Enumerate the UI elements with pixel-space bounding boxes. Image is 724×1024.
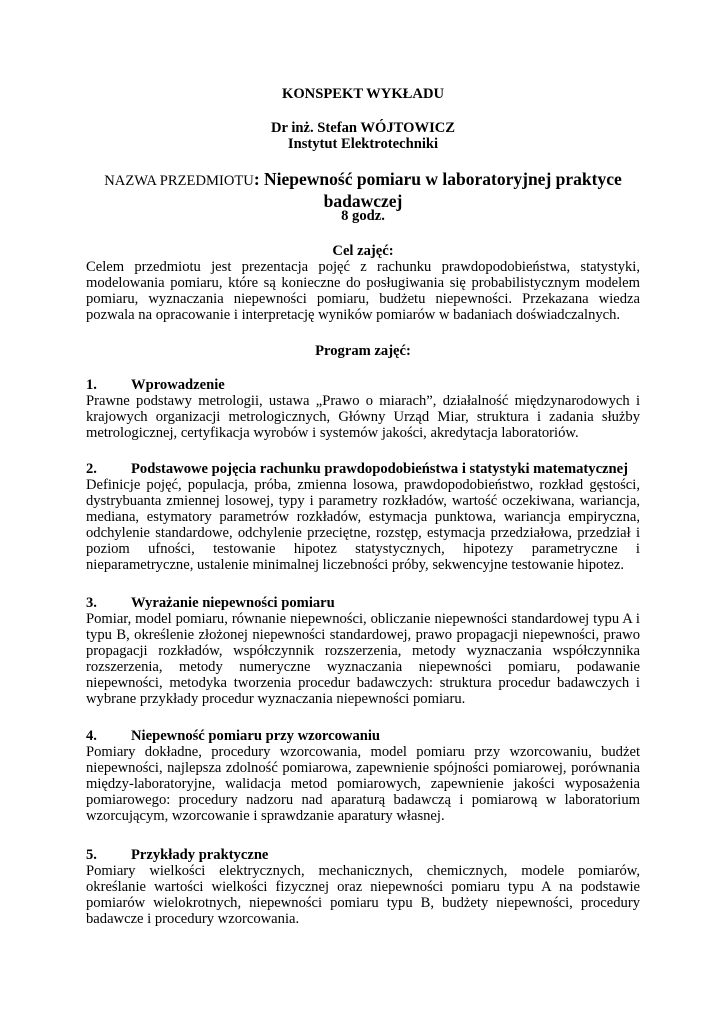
- section-heading: [86, 377, 640, 393]
- program-heading: Program zajęć:: [315, 343, 411, 359]
- section-title: Przykłady praktyczne: [131, 847, 269, 863]
- program-section-3: [86, 595, 640, 707]
- program-section-5: [86, 847, 640, 927]
- section-text: Pomiary dokładne, procedury wzorcowania, model pomiaru przy wzorcowaniu, budżet niepewności, najlepsza zdolność pomiarowa, zapewnienie spójności pomiarowej, porównania między-laboratoryjne, walidacja metod pomiarowych, zapewnienie jakości wyposażenia pomiarowego: procedury nadzoru nad aparaturą badawczą i pomiarową w laboratorium wzorcującym, wzorcowanie i sprawdzanie aparatury własnej.: [86, 744, 640, 824]
- author-block: [86, 120, 640, 152]
- section-heading: [86, 847, 640, 863]
- section-title: Wyrażanie niepewności pomiaru: [131, 595, 335, 611]
- section-text: Definicje pojęć, populacja, próba, zmienna losowa, prawdopodobieństwo, rozkład gęstości, dystrybuanta zmiennej losowej, typy i parametry rozkładów, wartość oczekiwana, wariancja, mediana, estymatory parametrów rozkładów, estymacja punktowa, wariancja empiryczna, odchylenie standardowe, odchylenie przeciętne, rozstęp, estymacja przedziałowa, przedział i poziom ufności, testowanie hipotez statystycznych, hipotezy parametryczne i nieparametryczne, ustalenie minimalnej liczebności próby, sekwencyjne testowanie hipotez.: [86, 477, 640, 573]
- subject-name-line-1: Niepewność pomiaru w laboratoryjnej praktyce: [264, 169, 622, 189]
- subject-label: NAZWA PRZEDMIOTU: [104, 173, 254, 189]
- section-title: Niepewność pomiaru przy wzorcowaniu: [131, 728, 381, 744]
- section-number: 2.: [86, 461, 97, 477]
- program-section-2: [86, 461, 640, 573]
- course-hours: 8 godz.: [341, 208, 385, 224]
- section-title: Podstawowe pojęcia rachunku prawdopodobieństwa i statystyki matematycznej: [131, 461, 628, 477]
- section-text: Pomiar, model pomiaru, równanie niepewności, obliczanie niepewności standardowej typu A i typu B, określenie złożonej niepewności standardowej, prawo propagacji niepewności, prawo propagacji rozkładów, współczynnik rozszerzenia, metody wyznaczania współczynnika rozszerzenia, metody numeryczne wyznaczania niepewności pomiaru, podawanie niepewności, metodyka tworzenia procedur badawczych: struktura procedur badawczych i wybrane przykłady procedur wyznaczania niepewności pomiaru.: [86, 611, 640, 707]
- section-heading: [86, 461, 640, 477]
- section-text: Prawne podstawy metrologii, ustawa „Prawo o miarach”, działalność międzynarodowych i krajowych organizacji metrologicznych, Główny Urząd Miar, struktura i zadania służby metrologicznej, certyfikacja wyrobów i systemów jakości, akredytacja laboratoriów.: [86, 393, 640, 441]
- institute-name: Instytut Elektrotechniki: [287, 136, 439, 152]
- document-title: KONSPEKT WYKŁADU: [281, 86, 445, 102]
- subject-name-line-2: badawczej: [323, 191, 403, 211]
- subject-line-1: NAZWA PRZEDMIOTU: Niepewność pomiaru w laboratoryjnej praktyce: [104, 169, 622, 189]
- subject-block: [86, 169, 640, 211]
- goal-text: Celem przedmiotu jest prezentacja pojęć z rachunku prawdopodobieństwa, statystyki, modelowania pomiaru, które są konieczne do posługiwania się probabilistycznym modelem pomiaru, wyznaczania niepewności pomiaru, budżetu niepewności. Przekazana wiedza pozwala na opracowanie i interpretację wyników pomiarów w badaniach doświadczalnych.: [86, 259, 640, 323]
- section-number: 4.: [86, 728, 97, 744]
- section-heading: [86, 595, 640, 611]
- program-section-4: [86, 728, 640, 824]
- goal-heading: Cel zajęć:: [332, 243, 394, 259]
- program-section-1: [86, 377, 640, 441]
- section-number: 5.: [86, 847, 97, 863]
- section-title: Wprowadzenie: [131, 377, 225, 393]
- section-number: 1.: [86, 377, 97, 393]
- section-heading: [86, 728, 640, 744]
- author-name: Dr inż. Stefan WÓJTOWICZ: [270, 120, 456, 136]
- section-number: 3.: [86, 595, 97, 611]
- section-text: Pomiary wielkości elektrycznych, mechanicznych, chemicznych, modele pomiarów, określanie wartości wielkości fizycznej oraz niepewności pomiaru typu A na podstawie pomiarów wielokrotnych, niepewności pomiaru typu B, budżety niepewności, procedury badawcze i procedury wzorcowania.: [86, 863, 640, 927]
